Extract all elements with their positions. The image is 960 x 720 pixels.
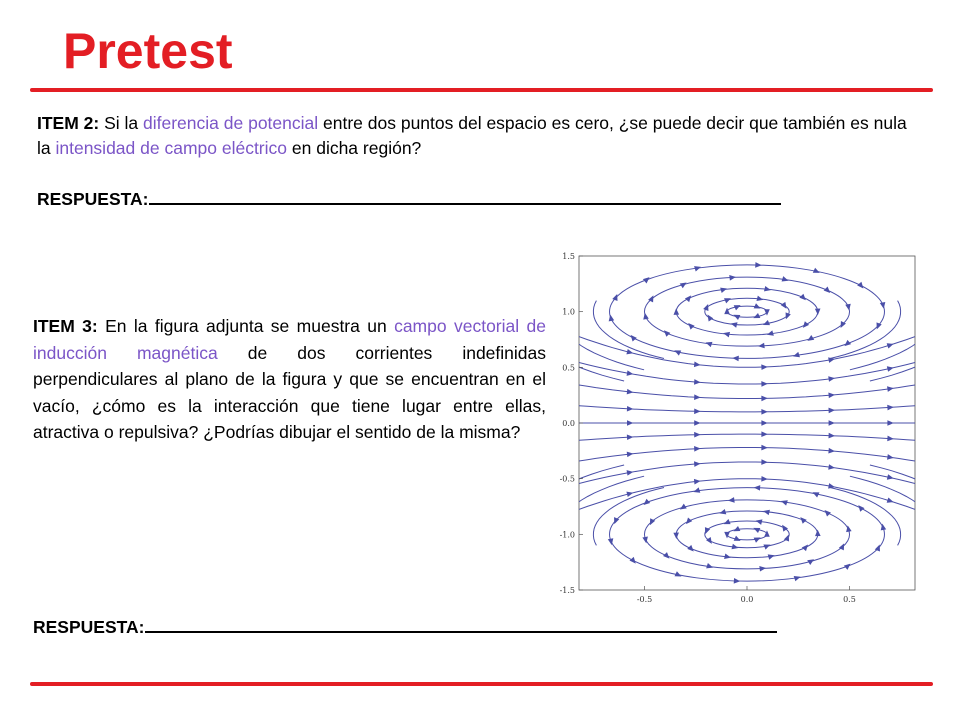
item-3-highlight: campo vectorial de inducción magnética: [33, 316, 546, 363]
answer-1-blank-line[interactable]: [149, 189, 781, 205]
item-2-text-2: entre dos puntos del espacio es cero, ¿se puede decir que también es nula la: [37, 113, 907, 158]
item-2-text-3: en dicha región?: [287, 138, 422, 158]
item-3-label: ITEM 3:: [33, 316, 98, 336]
y-tick-label: -1.0: [559, 530, 575, 540]
answer-2: [33, 617, 777, 638]
item-2-label: ITEM 2:: [37, 113, 100, 133]
bottom-divider: [30, 682, 933, 686]
y-tick-label: 0.5: [562, 363, 575, 373]
y-tick-label: 1.0: [562, 307, 575, 317]
y-tick-label: 0.0: [562, 419, 575, 428]
answer-1: [37, 189, 781, 210]
item-3-text-2: de dos corrientes indefinidas perpendiculares al plano de la figura y que se encuentran en el vacío, ¿cómo es la interacción que tiene lugar entre ellas, atractiva o repulsiva? ¿Podrías dibujar el sentido de la misma?: [33, 342, 547, 442]
x-tick-label: 0.0: [740, 595, 754, 604]
x-tick-label: 0.5: [843, 595, 856, 604]
answer-2-blank-line[interactable]: [145, 617, 777, 633]
y-tick-label: -0.5: [559, 474, 575, 484]
y-tick-label: -1.5: [559, 586, 575, 595]
x-tick-label: -0.5: [636, 595, 653, 604]
item-2-question: [37, 111, 907, 161]
top-divider: [30, 88, 933, 92]
page-title: Pretest: [63, 23, 233, 79]
item-3-text-1: En la figura adjunta se muestra un: [97, 316, 395, 336]
item-2-highlight-1: diferencia de potencial: [143, 113, 319, 133]
item-3-question: [33, 313, 546, 446]
answer-2-label: RESPUESTA:: [33, 617, 145, 637]
item-2-highlight-2: intensidad de campo eléctrico: [55, 138, 288, 158]
y-tick-label: 1.5: [562, 252, 575, 261]
magnetic-field-stream-plot: [540, 240, 930, 610]
answer-1-label: RESPUESTA:: [37, 189, 149, 209]
item-2-text-1: Si la: [99, 113, 144, 133]
